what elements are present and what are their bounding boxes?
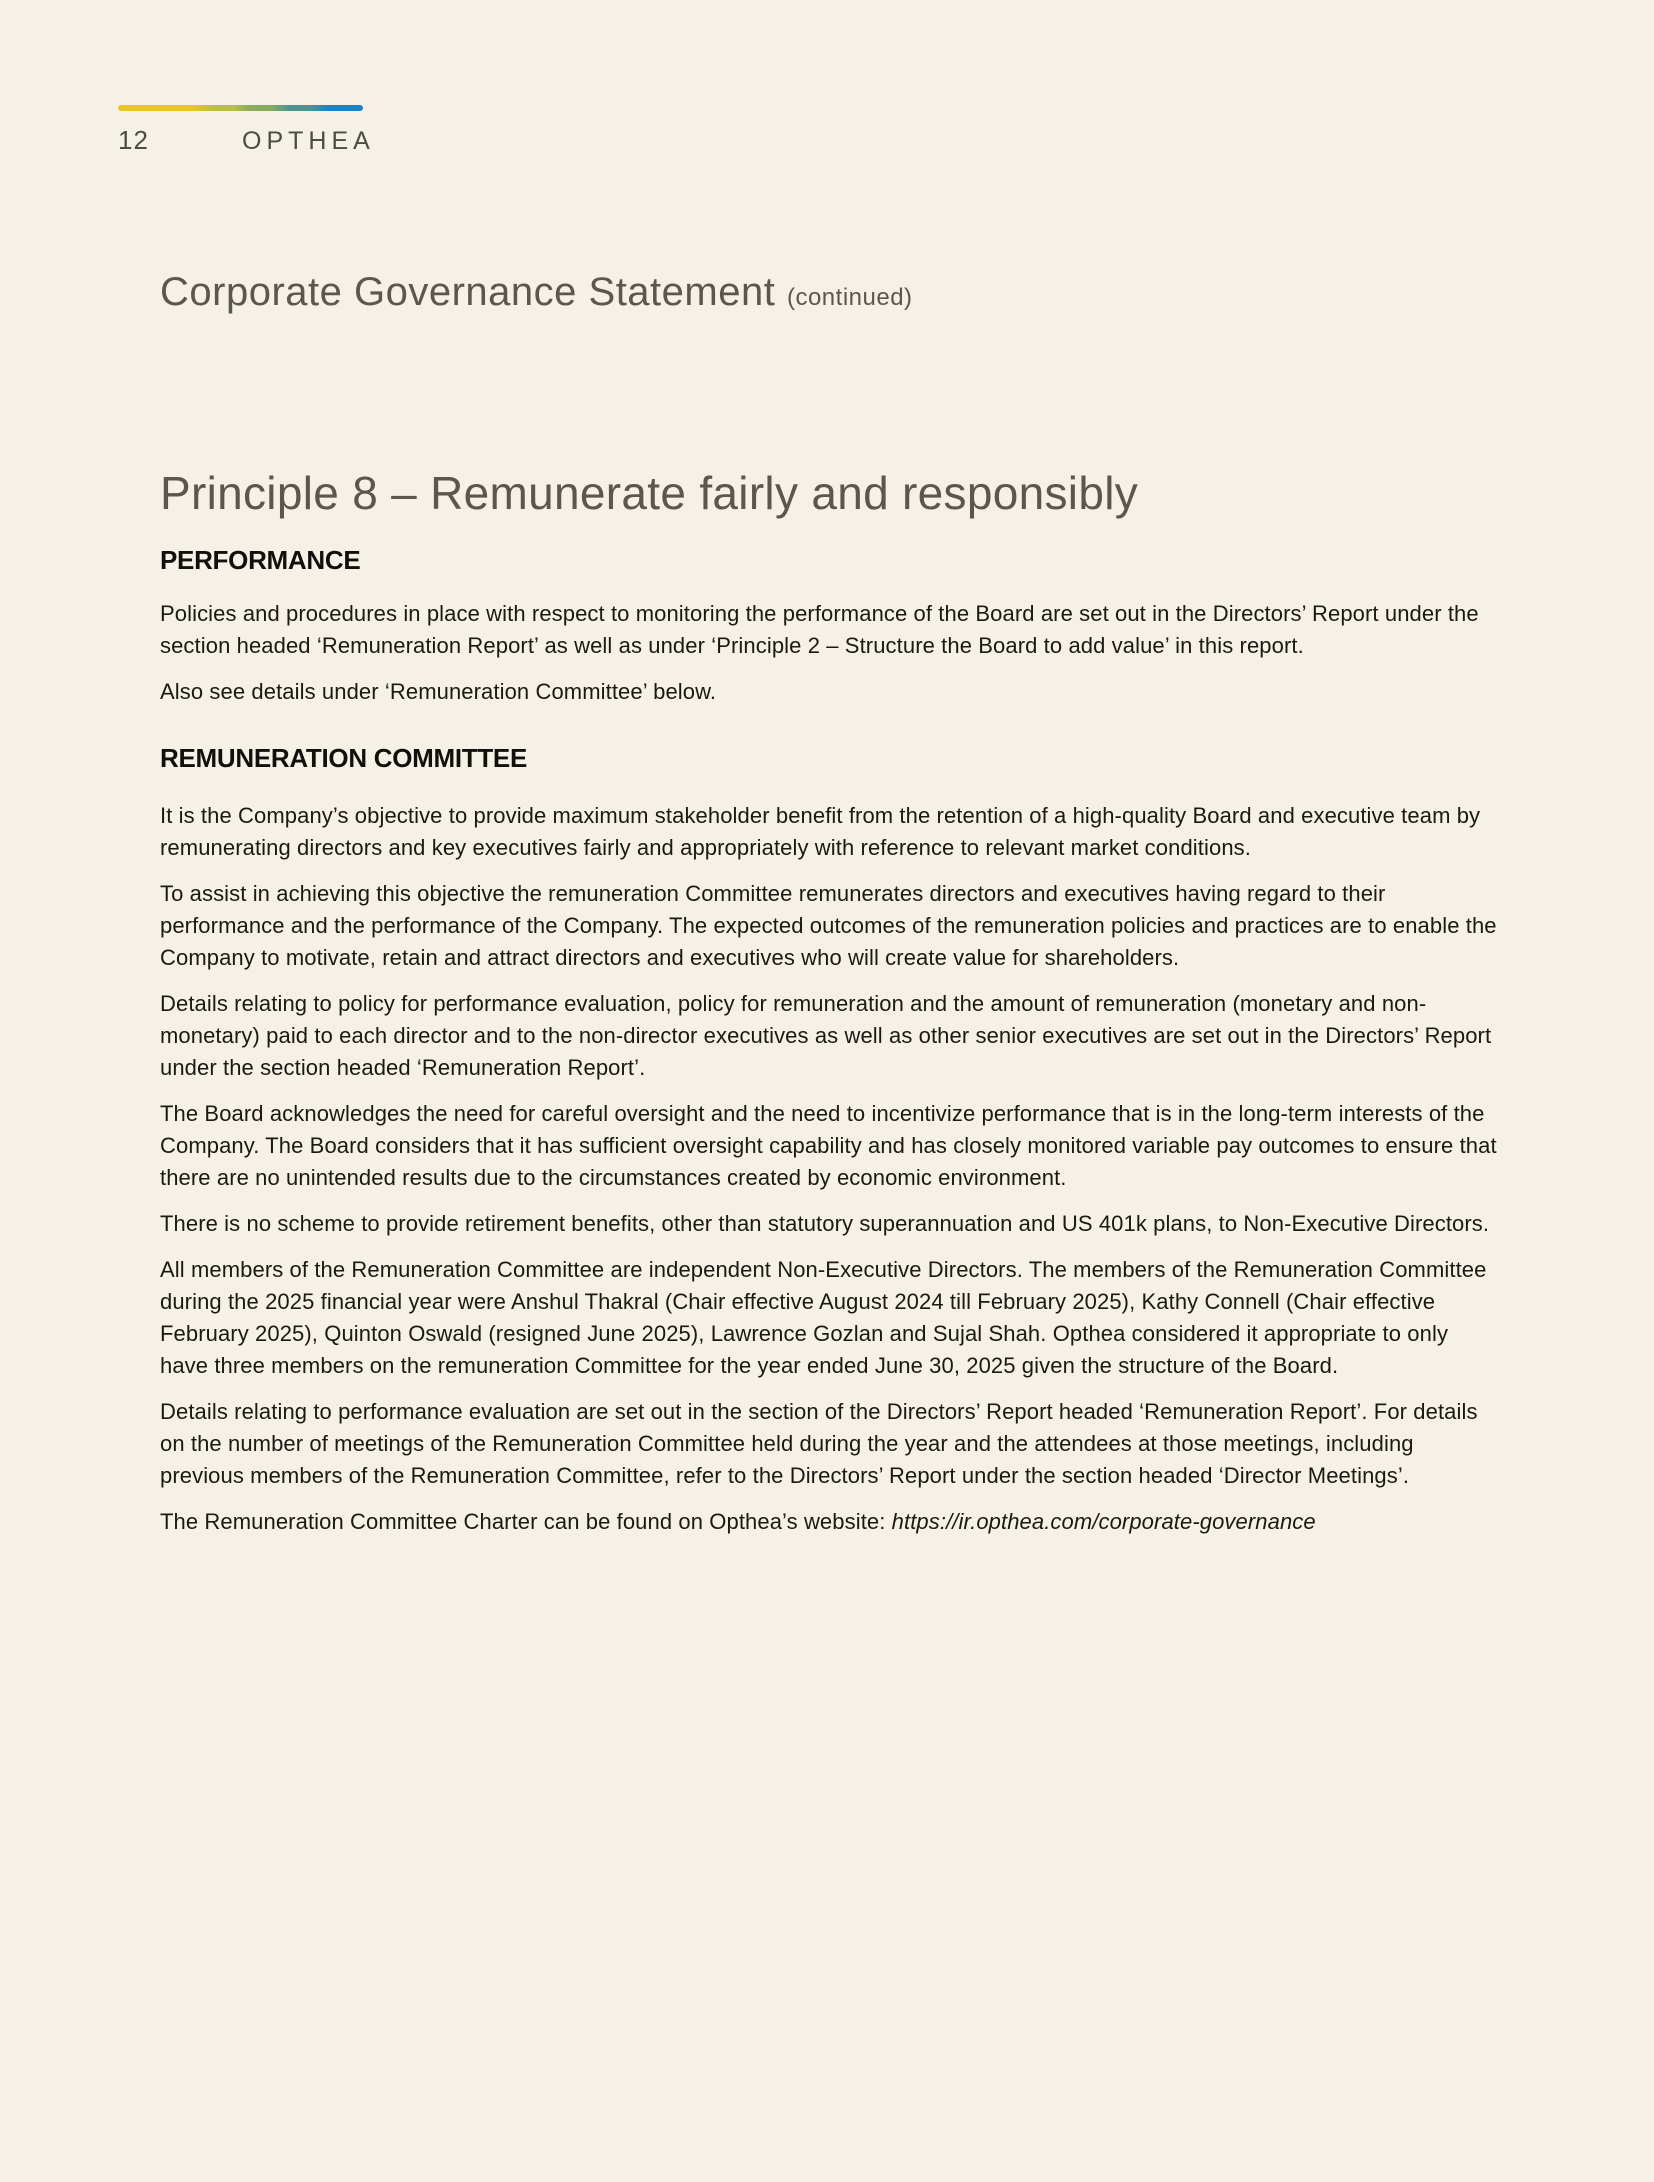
document-title-text: Corporate Governance Statement	[160, 270, 776, 314]
document-title	[160, 268, 1500, 322]
corporate-governance-url-link[interactable]: https://ir.opthea.com/corporate-governance	[891, 1509, 1316, 1534]
accent-gradient-line	[118, 105, 363, 111]
paragraph: The Board acknowledges the need for careful oversight and the need to incentivize performance that is in the long-term interests of the Company. The Board considers that it has sufficient oversight capability and has closely monitored variable pay outcomes to ensure that there are no unintended results due to the circumstances created by economic environment.	[160, 1101, 1497, 1190]
paragraph: Also see details under ‘Remuneration Committee’ below.	[160, 679, 717, 704]
section-heading-remuneration-committee: REMUNERATION COMMITTEE	[160, 743, 528, 773]
paragraph: Policies and procedures in place with respect to monitoring the performance of the Board are set out in the Directors’ Report under the section headed ‘Remuneration Report’ as well as under ‘Principle 2 – Structure the Board to add value’ in this report.	[160, 601, 1479, 658]
paragraph: To assist in achieving this objective the remuneration Committee remunerates directors and executives having regard to their performance and the performance of the Company. The expected outcomes of the remuneration policies and practices are to enable the Company to motivate, retain and attract directors and executives who will create value for shareholders.	[160, 881, 1497, 970]
paragraph: Details relating to policy for performance evaluation, policy for remuneration and the amount of remuneration (monetary and non-monetary) paid to each director and to the non-director executives as well as other senior executives are set out in the Directors’ Report under the section headed ‘Remuneration Report’.	[160, 991, 1492, 1080]
page-number: 12	[118, 125, 149, 155]
page-header	[118, 0, 1654, 157]
performance-section-body	[160, 598, 1500, 708]
content-column	[160, 268, 1500, 1538]
paragraph: Details relating to performance evaluation are set out in the section of the Directors’ Report headed ‘Remuneration Report’. For details on the number of meetings of the Remuneration Committee held during the year and the attendees at those meetings, including previous members of the Remuneration Committee, refer to the Directors’ Report under the section headed ‘Director Meetings’.	[160, 1399, 1478, 1488]
section-heading-performance: PERFORMANCE	[160, 545, 361, 575]
document-title-continued: (continued)	[786, 284, 913, 311]
paragraph: All members of the Remuneration Committee are independent Non-Executive Directors. The members of the Remuneration Committee during the 2025 financial year were Anshul Thakral (Chair effective August 2024 till February 2025), Kathy Connell (Chair effective February 2025), Quinton Oswald (resigned June 2025), Lawrence Gozlan and Sujal Shah. Opthea considered it appropriate to only have three members on the remuneration Committee for the year ended June 30, 2025 given the structure of the Board.	[160, 1257, 1487, 1378]
header-row	[118, 124, 1654, 157]
charter-note-paragraph	[160, 1506, 1500, 1538]
charter-note-text: The Remuneration Committee Charter can be found on Opthea’s website:	[160, 1509, 892, 1534]
paragraph: There is no scheme to provide retirement benefits, other than statutory superannuation and US 401k plans, to Non-Executive Directors.	[160, 1211, 1490, 1236]
opthea-logo-wordmark: OPTHEA	[242, 127, 375, 155]
remuneration-committee-section-body	[160, 800, 1500, 1538]
principle-heading: Principle 8 – Remunerate fairly and responsibly	[160, 467, 1139, 519]
paragraph: It is the Company’s objective to provide maximum stakeholder benefit from the retention of a high-quality Board and executive team by remunerating directors and key executives fairly and appropriately with reference to relevant market conditions.	[160, 803, 1481, 860]
